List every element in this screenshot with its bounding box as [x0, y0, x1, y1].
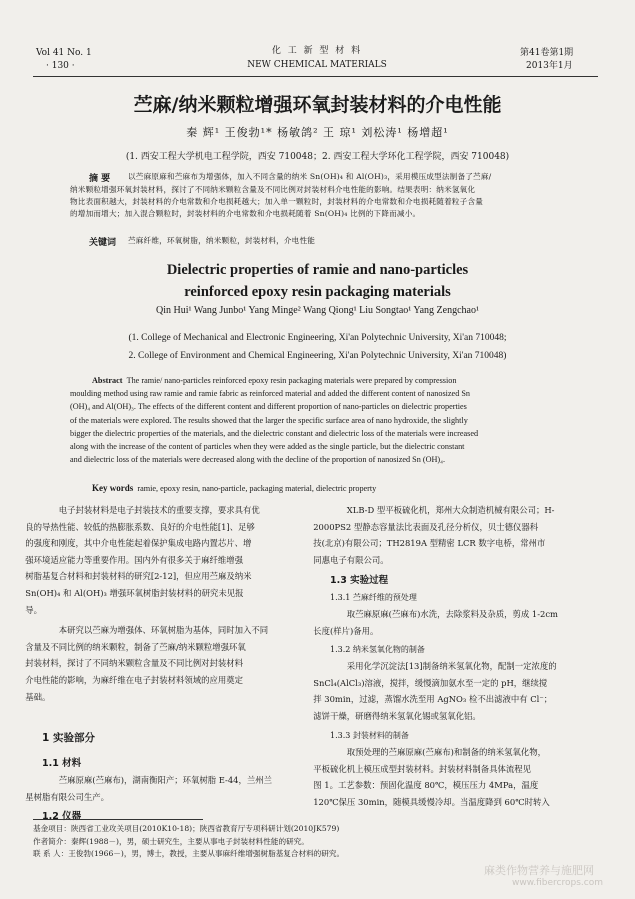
abstract-cn-cont: 纳米颗粒增强环氧封装材料，探讨了不同纳米颗粒含量及不同比例对封装材料介电性能的影响。结果表明：纳米氢氧化 物比表面积越大，封装材料的介电常数和介电损耗越大；加入单一颗粒时，封装材料的介电常数和介电损耗随着粒子含量 的增加而增大；加入混合颗粒时，封装材料的介电常数和介电损耗随着 Sn(OH)₄ 比例的下降而减小。: [70, 185, 484, 218]
watermark-cn: 麻类作物营养与施肥网: [484, 864, 594, 877]
section-1-3-3-heading: 1.3.3 封装材料的制备: [330, 731, 409, 740]
left-column: [25, 502, 312, 705]
title-cn: 苎麻/纳米颗粒增强环氧封装材料的介电性能: [133, 94, 502, 116]
journal-name-en: NEW CHEMICAL MATERIALS: [247, 60, 387, 70]
intro-para-1: 电子封装材料是电子封装技术的重要支撑，要求具有优 良的导热性能、较低的热膨胀系数、良好的介电性能[1]、足够 的强度和刚度，其中介电性能起着保护集成电路内置芯片、增 强环境适应能力等重要作用。国内外有很多关于麻纤维增强 树脂基复合材料和封装材料的研究[2-12]，但应用苎麻及纳米 Sn(OH)₄ 和 Al(OH)₃ 增强环氧树脂封装材料的研究未见报 导。: [25, 505, 260, 615]
section-1-1-heading: 1.1 材料: [42, 758, 82, 769]
keywords-cn: 苎麻纤维，环氧树脂，纳米颗粒，封装材料，介电性能: [128, 236, 316, 245]
footnotes: 基金项目：陕西省工业攻关项目(2010K10-18)；陕西省教育厅专项科研计划(2010JK579) 作者简介：秦辉(1988－)，男，硕士研究生，主要从事电子封装材料性能的研究。 联 系 人：王俊勃(1966－)，男，博士，教授，主要从事麻纤维增强树脂基复合材料的研究。: [33, 824, 345, 858]
abstract-cn: 以苎麻原麻和苎麻布为增强体，加入不同含量的纳米 Sn(OH)₄ 和 Al(OH)₃，采用模压成型法制备了苎麻/: [128, 172, 492, 181]
header-rule: [33, 76, 598, 77]
page-number: · 130 ·: [46, 61, 75, 71]
authors-en: Qin Hui¹ Wang Junbo¹ Yang Minge² Wang Qiong¹ Liu Songtao¹ Yang Zengchao¹: [156, 305, 479, 316]
section-1-3-1-text: 取苎麻原麻(苎麻布)水洗，去除浆料及杂质，剪成 1-2cm 长度(样片)备用。: [313, 609, 558, 636]
section-1-3-3-text: 取预处理的苎麻原麻(苎麻布)和制备的纳米氢氧化物， 平板硫化机上模压成型封装材料。封装材料制备具体流程见 图 1。工艺参数：预固化温度 80℃，模压压力 4MPa，温度 120℃保压 30min，随模具缓慢冷却。当温度降到 60℃时转入: [313, 747, 550, 807]
journal-name-cn: 化 工 新 型 材 料: [271, 46, 363, 56]
section-1-3-heading: 1.3 实验过程: [330, 575, 389, 586]
keywords-cn-label: 关键词: [89, 238, 117, 248]
abstract-en-first: Abstract The ramie/ nano-particles reinforced epoxy resin packaging materials were prepared by compression: [92, 376, 457, 385]
abstract-en: moulding method using raw ramie and ramie fabric as reinforced material and added the different content of nanosized Sn (OH)₄ and Al(OH)₃. The effects of the different content and different proportion of nano-particles on dielectric properties of the materials were explored. The results showed that the larger the specific surface area of nano hydroxide, the slightly bigger the dielectric properties of the materials, and the dielectric constant and dielectric loss of the materials were increased along with the increase of the content of particles when they were added as the single particle, but the dielectric constant and dielectric loss of the materials were decreased along with the decline of the proportion of nanosized Sn (OH)₄.: [70, 389, 479, 465]
instruments-text: XLB-D 型平板硫化机，郑州大众制造机械有限公司；H- 2000PS2 型静态容量法比表面及孔径分析仪，贝士德仪器科 技(北京)有限公司；TH2819A 型精密 LCR 数字电桥，常州市 同惠电子有限公司。: [313, 505, 555, 565]
affiliation-cn: (1. 西安工程大学机电工程学院，西安 710048；2. 西安工程大学环化工程学院，西安 710048): [125, 152, 510, 162]
intro-para-2: 本研究以苎麻为增强体、环氧树脂为基体，同时加入不同 含量及不同比例的纳米颗粒，制备了苎麻/纳米颗粒增强环氧 封装材料，探讨了不同纳米颗粒含量及不同比例对封装材料 介电性能的影响，为麻纤维在电子封装材料领域的应用奠定 基础。: [25, 625, 269, 702]
authors-cn: 秦 辉¹ 王俊勃¹* 杨敏鸽² 王 琼¹ 刘松涛¹ 杨增超¹: [186, 126, 449, 139]
affiliation-en: (1. College of Mechanical and Electronic Engineering, Xi'an Polytechnic University, Xi'an 710048; 2. College of Environment and Chemical Engineering, Xi'an Polytechnic University, Xi'an 710048): [128, 333, 507, 361]
keywords-en: Key words ramie, epoxy resin, nano-particle, packaging material, dielectric property: [92, 483, 377, 493]
watermark-url: www.fibercrops.com: [512, 878, 603, 888]
section-1-3-2-heading: 1.3.2 纳米氢氧化物的制备: [330, 645, 425, 654]
section-1-1-text: 苎麻原麻(苎麻布)，湖南衡阳产；环氧树脂 E-44，兰州兰 星树脂有限公司生产。: [25, 775, 272, 802]
abstract-cn-label: 摘 要: [89, 174, 111, 184]
section-1-3-1-heading: 1.3.1 苎麻纤维的预处理: [330, 593, 417, 602]
section-1-3-2-text: 采用化学沉淀法[13]制备纳米氢氧化物，配制一定浓度的 SnCl₄(AlCl₃)溶液，搅拌，缓慢滴加氨水至一定的 pH，继续搅 拌 30min，过滤，蒸馏水洗至用 AgNO₃ 检不出滤液中有 Cl⁻； 滤饼干燥，研磨得纳米氢氧化锡或氢氧化铝。: [313, 661, 557, 721]
section-1-heading: 1 实验部分: [42, 732, 95, 744]
issue-number: 第41卷第1期: [520, 48, 574, 58]
title-en: Dielectric properties of ramie and nano-particles reinforced epoxy resin packaging materials: [166, 262, 469, 300]
issue-date: 2013年1月: [526, 61, 573, 71]
volume-number: Vol 41 No. 1: [36, 48, 92, 58]
section-1-2-heading: 1.2 仪器: [42, 811, 82, 822]
footnote-rule: [33, 819, 203, 820]
